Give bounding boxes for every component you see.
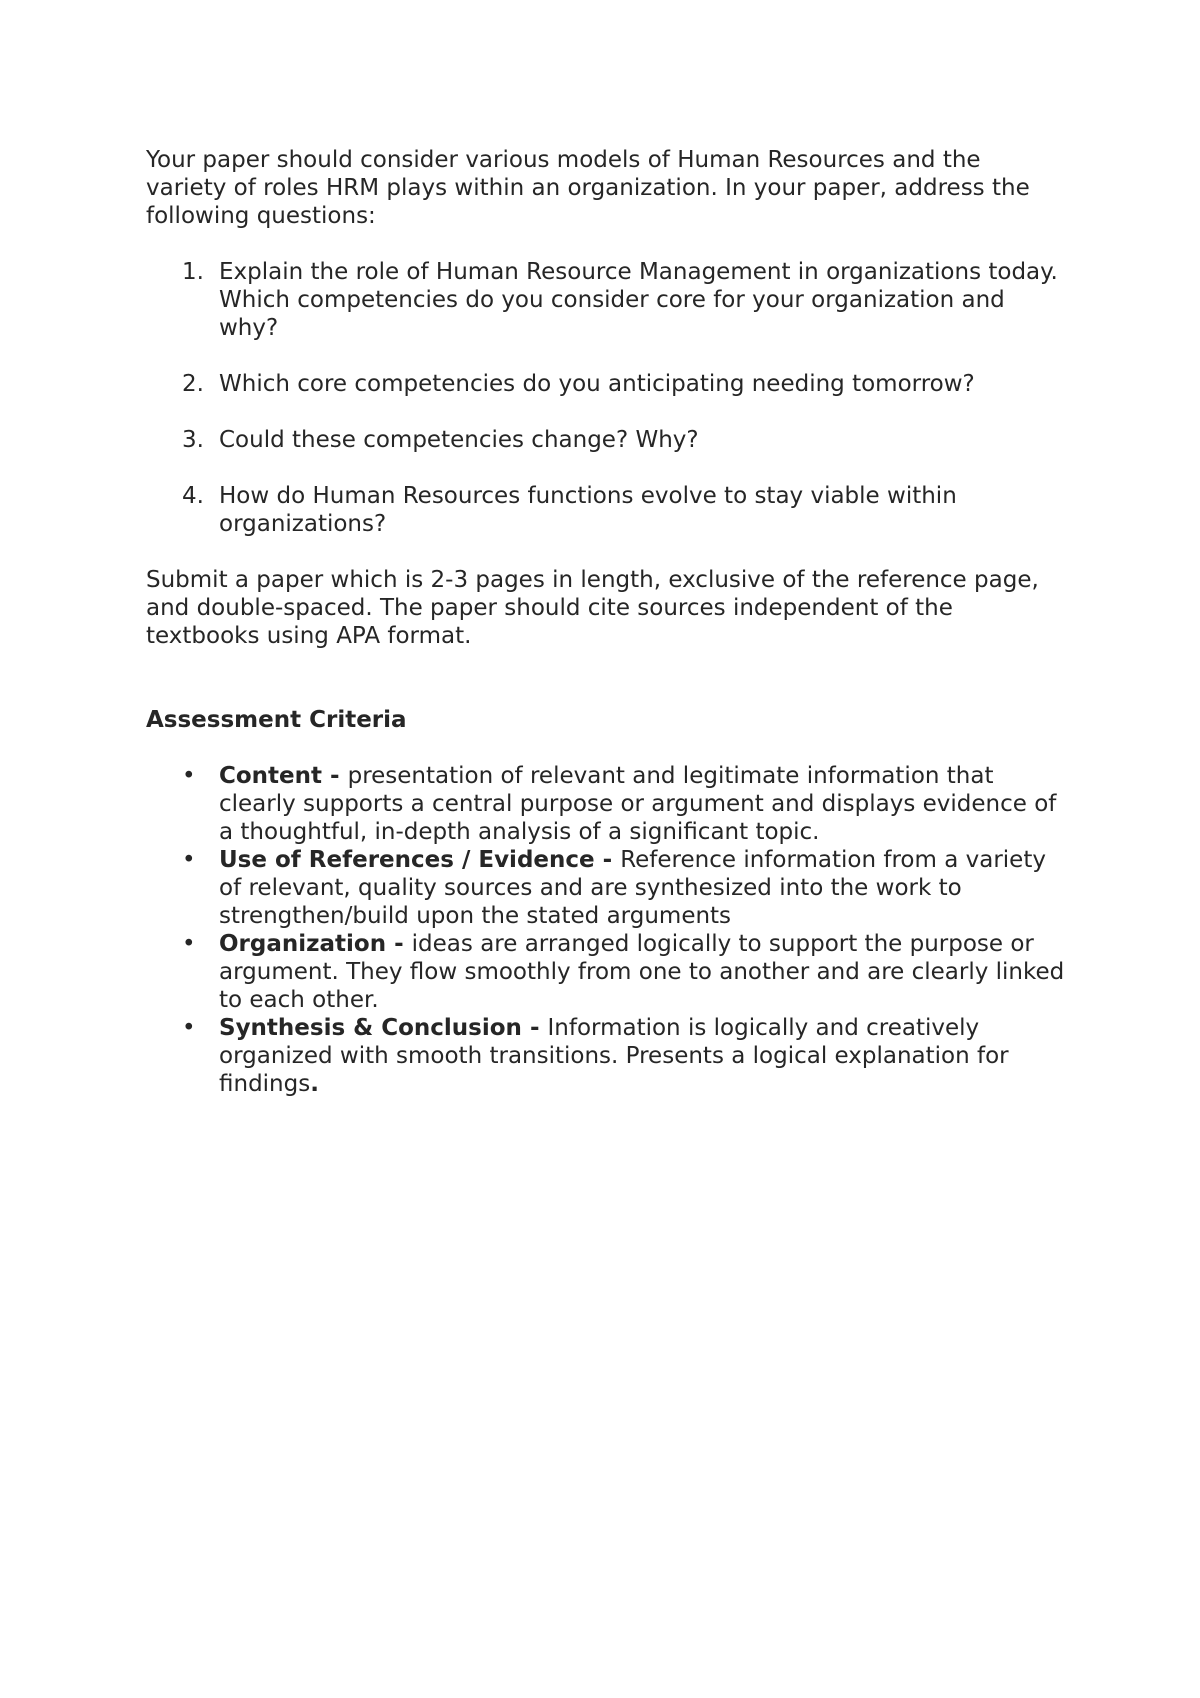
criteria-separator: - — [521, 1015, 548, 1041]
assessment-criteria-heading: Assessment Criteria — [146, 707, 407, 733]
bullet-icon: • — [182, 763, 196, 789]
question-item — [146, 258, 1066, 342]
criteria-term: Organization — [219, 931, 387, 957]
criteria-end-punctuation: . — [310, 1071, 319, 1097]
bullet-icon: • — [182, 847, 196, 873]
question-number: 2. — [182, 371, 204, 397]
criteria-item — [146, 1014, 1066, 1098]
submission-paragraph: Submit a paper which is 2-3 pages in length, exclusive of the reference page, and double-spaced. The paper should cite sources independent of the textbooks using APA format. — [146, 567, 1039, 649]
criteria-item — [146, 762, 1066, 846]
document-body — [146, 146, 1066, 1098]
bullet-icon: • — [182, 931, 196, 957]
question-text: How do Human Resources functions evolve to stay viable within organizations? — [219, 483, 957, 537]
question-text: Could these competencies change? Why? — [219, 427, 699, 453]
criteria-separator: - — [322, 763, 348, 789]
criteria-item — [146, 846, 1066, 930]
criteria-term: Synthesis & Conclusion — [219, 1015, 522, 1041]
bullet-icon: • — [182, 1015, 196, 1041]
question-number: 1. — [182, 259, 204, 285]
questions-list — [146, 258, 1066, 538]
question-number: 3. — [182, 427, 204, 453]
criteria-list — [146, 762, 1066, 1098]
intro-paragraph: Your paper should consider various models of Human Resources and the variety of roles HRM plays within an organization. In your paper, address the following questions: — [146, 147, 1030, 229]
question-text: Which core competencies do you anticipating needing tomorrow? — [219, 371, 975, 397]
question-item — [146, 426, 1066, 454]
criteria-text: presentation of relevant and legitimate information that clearly supports a central purpose or argument and displays evidence of a thoughtful, in-depth analysis of a significant topic. — [219, 763, 1057, 845]
criteria-separator: - — [386, 931, 412, 957]
criteria-term: Use of References / Evidence — [219, 847, 595, 873]
question-item — [146, 370, 1066, 398]
criteria-term: Content — [219, 763, 323, 789]
question-item — [146, 482, 1066, 538]
criteria-separator: - — [594, 847, 621, 873]
criteria-text: ideas are arranged logically to support the purpose or argument. They flow smoothly from one to another and are clearly linked to each other. — [219, 931, 1065, 1013]
criteria-text: Reference information from a variety of relevant, quality sources and are synthesized into the work to strengthen/build upon the stated arguments — [219, 847, 1046, 929]
question-text: Explain the role of Human Resource Management in organizations today. Which competencies do you consider core for your organization and why? — [219, 259, 1058, 341]
criteria-item — [146, 930, 1066, 1014]
question-number: 4. — [182, 483, 204, 509]
criteria-text: Information is logically and creatively organized with smooth transitions. Presents a logical explanation for findings — [219, 1015, 1009, 1097]
